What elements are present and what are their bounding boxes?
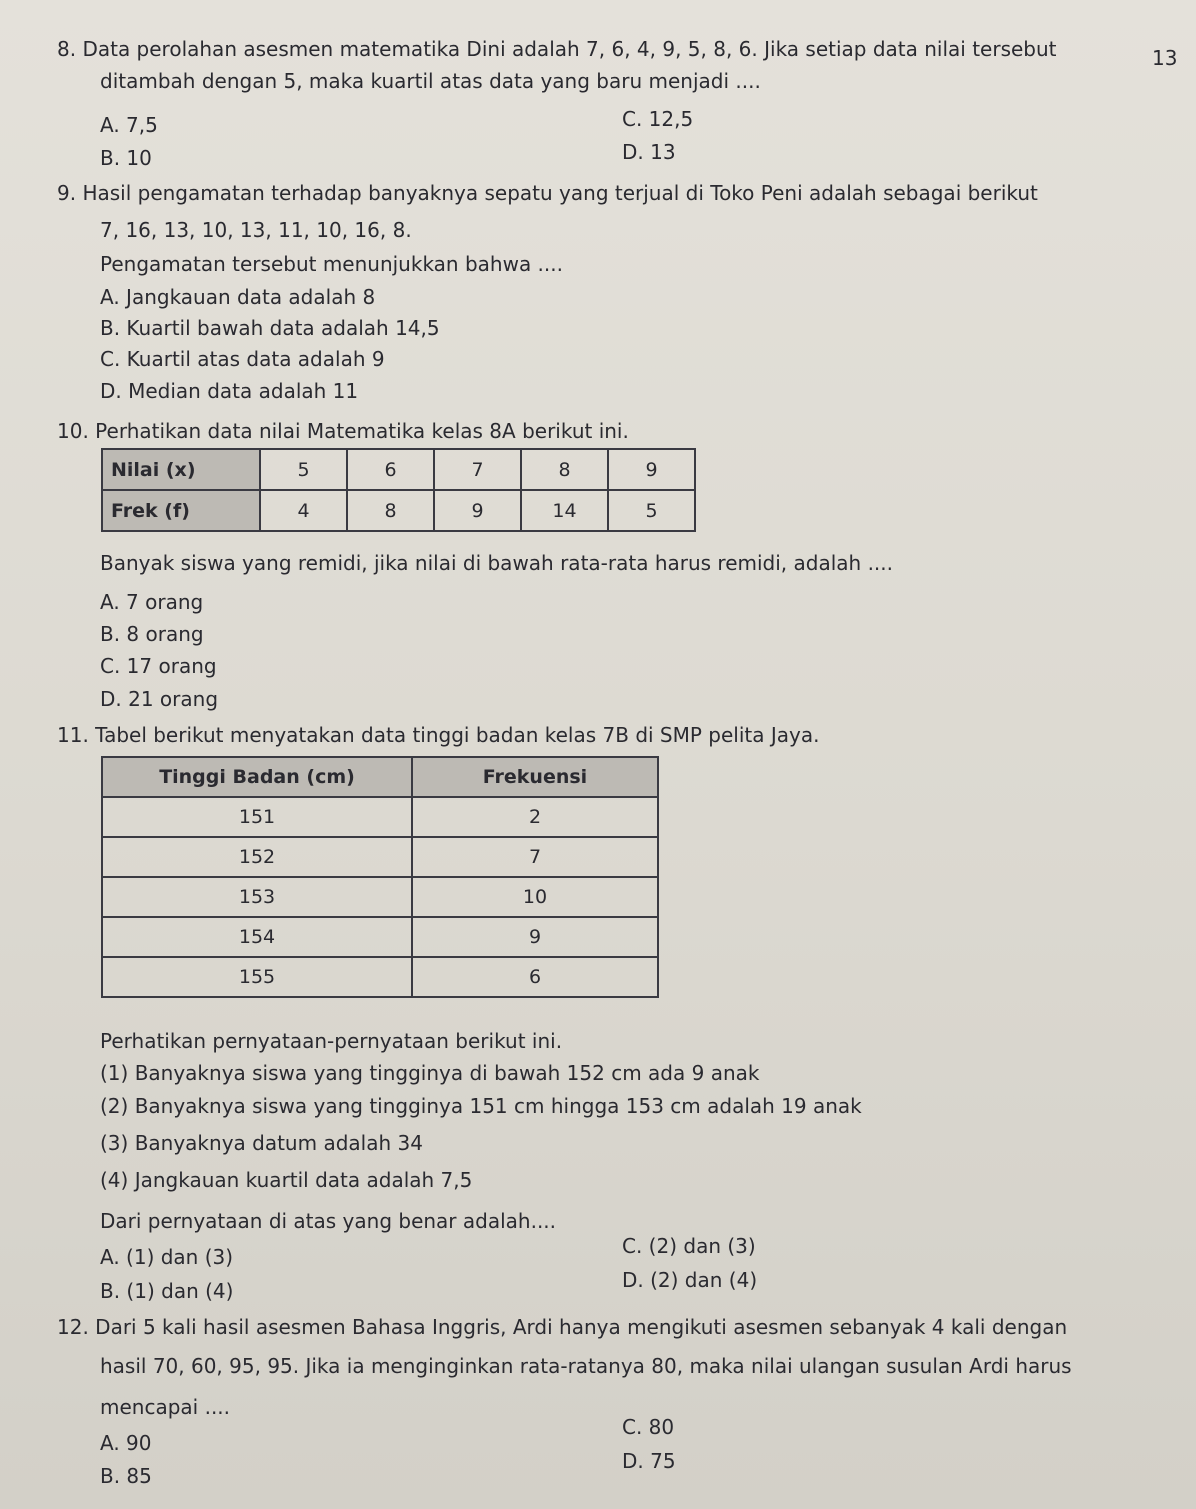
q11-cell-height: 155 (102, 957, 412, 997)
q11-option-d: D. (2) dan (4) (622, 1268, 758, 1292)
q10-data-table (101, 448, 696, 532)
q10-row-label-frek: Frek (f) (102, 490, 260, 531)
q11-cell-height: 152 (102, 837, 412, 877)
q9-option-c: C. Kuartil atas data adalah 9 (100, 347, 385, 371)
q10-table-row-frek (102, 490, 695, 531)
q11-intro: Perhatikan pernyataan-pernyataan berikut ini. (100, 1029, 563, 1053)
q11-cell-height: 153 (102, 877, 412, 917)
q10-table-cell: 9 (434, 490, 521, 531)
q11-header-frekuensi: Frekuensi (412, 757, 658, 797)
table-row (102, 917, 658, 957)
q10-table-cell: 9 (608, 449, 695, 490)
q11-statement-2: (2) Banyaknya siswa yang tingginya 151 cm hingga 153 cm adalah 19 anak (100, 1094, 862, 1118)
q11-text-line1: 11. Tabel berikut menyatakan data tinggi badan kelas 7B di SMP pelita Jaya. (57, 723, 820, 747)
table-row (102, 877, 658, 917)
q11-option-b: B. (1) dan (4) (100, 1279, 234, 1303)
table-row (102, 957, 658, 997)
q12-option-b: B. 85 (100, 1464, 152, 1488)
q9-option-b: B. Kuartil bawah data adalah 14,5 (100, 316, 440, 340)
q11-option-a: A. (1) dan (3) (100, 1245, 234, 1269)
q11-cell-frequency: 6 (412, 957, 658, 997)
q11-cell-frequency: 7 (412, 837, 658, 877)
q8-option-c: C. 12,5 (622, 107, 694, 131)
q10-table-cell: 7 (434, 449, 521, 490)
q11-header-tinggi: Tinggi Badan (cm) (102, 757, 412, 797)
q10-option-b: B. 8 orang (100, 622, 204, 646)
q9-option-d: D. Median data adalah 11 (100, 379, 359, 403)
q12-option-d: D. 75 (622, 1449, 676, 1473)
q11-cell-height: 154 (102, 917, 412, 957)
q11-statement-3: (3) Banyaknya datum adalah 34 (100, 1131, 423, 1155)
q10-text-line1: 10. Perhatikan data nilai Matematika kelas 8A berikut ini. (57, 419, 629, 443)
q9-text-line2: 7, 16, 13, 10, 13, 11, 10, 16, 8. (100, 218, 412, 242)
q11-height-table (101, 756, 659, 998)
q8-text-line2: ditambah dengan 5, maka kuartil atas data yang baru menjadi .... (100, 69, 761, 93)
q8-option-b: B. 10 (100, 146, 152, 170)
q9-text-line3: Pengamatan tersebut menunjukkan bahwa .... (100, 252, 563, 276)
q11-cell-frequency: 9 (412, 917, 658, 957)
q11-question: Dari pernyataan di atas yang benar adalah.... (100, 1209, 557, 1233)
q12-text-line1: 12. Dari 5 kali hasil asesmen Bahasa Inggris, Ardi hanya mengikuti asesmen sebanyak 4 kali dengan (57, 1315, 1068, 1339)
q11-statement-4: (4) Jangkauan kuartil data adalah 7,5 (100, 1168, 473, 1192)
q11-cell-frequency: 10 (412, 877, 658, 917)
q8-option-d: D. 13 (622, 140, 676, 164)
q10-row-label-nilai: Nilai (x) (102, 449, 260, 490)
q12-option-a: A. 90 (100, 1431, 152, 1455)
q12-text-line2: hasil 70, 60, 95, 95. Jika ia menginginkan rata-ratanya 80, maka nilai ulangan susulan Ardi harus (100, 1354, 1072, 1378)
q10-table-row-nilai (102, 449, 695, 490)
q9-option-a: A. Jangkauan data adalah 8 (100, 285, 376, 309)
q11-cell-height: 151 (102, 797, 412, 837)
q10-table-cell: 8 (521, 449, 608, 490)
table-row (102, 797, 658, 837)
q11-table-header-row (102, 757, 658, 797)
q10-table-cell: 4 (260, 490, 347, 531)
q9-text-line1: 9. Hasil pengamatan terhadap banyaknya sepatu yang terjual di Toko Peni adalah sebagai berikut (57, 181, 1038, 205)
q10-question: Banyak siswa yang remidi, jika nilai di bawah rata-rata harus remidi, adalah .... (100, 551, 893, 575)
table-row (102, 837, 658, 877)
q8-option-a: A. 7,5 (100, 113, 158, 137)
side-page-number: 13 (1152, 46, 1178, 70)
q10-table-cell: 6 (347, 449, 434, 490)
q10-option-a: A. 7 orang (100, 590, 204, 614)
q12-option-c: C. 80 (622, 1415, 675, 1439)
q11-option-c: C. (2) dan (3) (622, 1234, 756, 1258)
q11-cell-frequency: 2 (412, 797, 658, 837)
q10-table-cell: 14 (521, 490, 608, 531)
q10-table-cell: 5 (608, 490, 695, 531)
q10-option-d: D. 21 orang (100, 687, 219, 711)
q10-option-c: C. 17 orang (100, 654, 217, 678)
q8-text-line1: 8. Data perolahan asesmen matematika Dini adalah 7, 6, 4, 9, 5, 8, 6. Jika setiap data nilai tersebut (57, 37, 1057, 61)
q11-statement-1: (1) Banyaknya siswa yang tingginya di bawah 152 cm ada 9 anak (100, 1061, 760, 1085)
q12-text-line3: mencapai .... (100, 1395, 231, 1419)
q10-table-cell: 5 (260, 449, 347, 490)
q10-table-cell: 8 (347, 490, 434, 531)
